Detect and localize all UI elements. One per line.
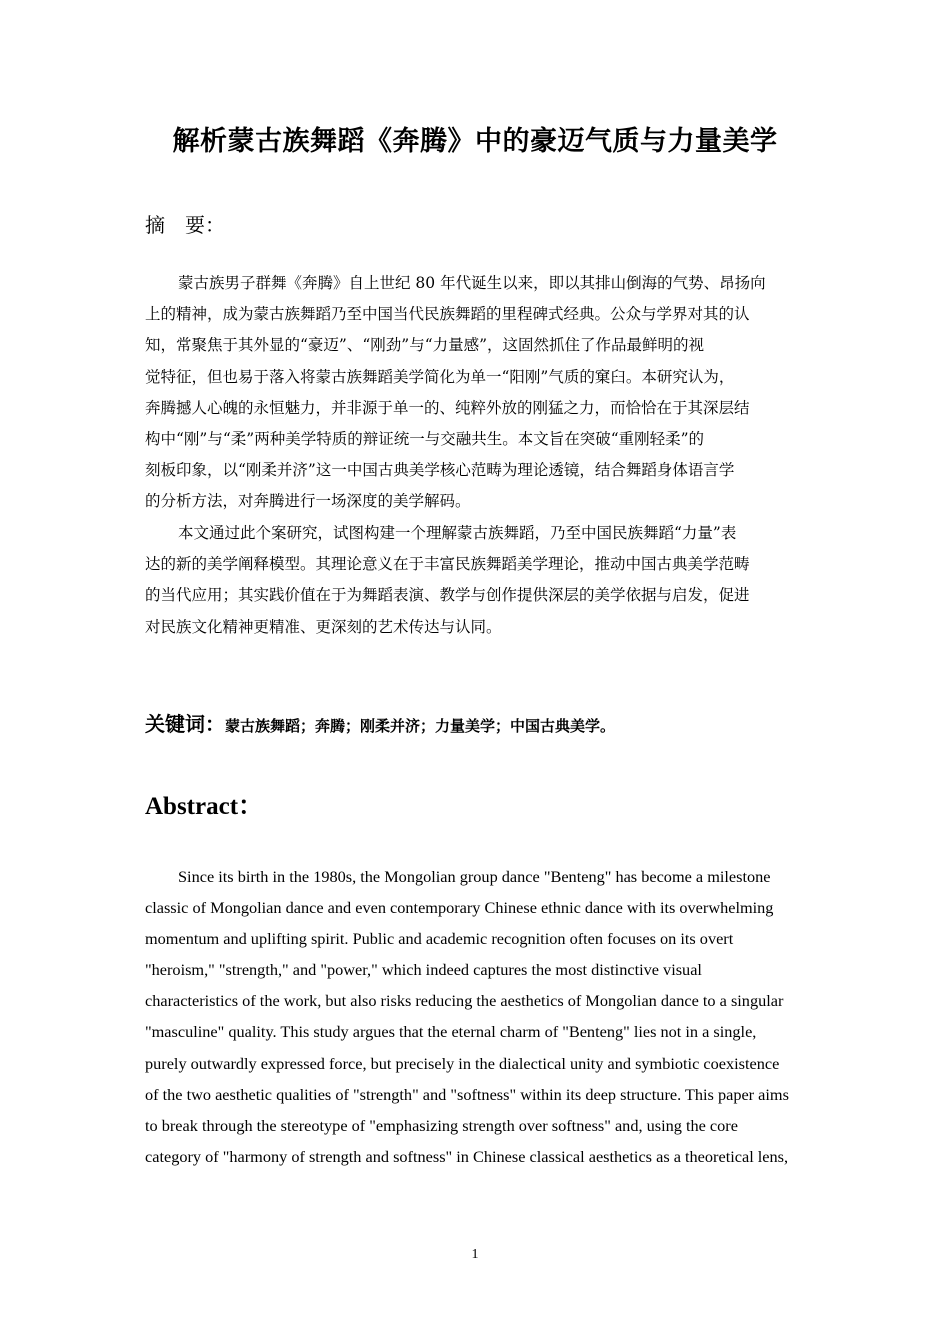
text-line: of the two aesthetic qualities of "strength" and "softness" within its deep structure. This paper aims <box>145 1084 789 1104</box>
text-line: 觉特征，但也易于落入将蒙古族舞蹈美学简化为单一“阳刚”气质的窠臼。本研究认为， <box>145 367 735 386</box>
text-line: 的当代应用；其实践价值在于为舞蹈表演、教学与创作提供深层的美学依据与启发，促进 <box>145 586 750 605</box>
text-line: characteristics of the work, but also risks reducing the aesthetics of Mongolian dance to a singular <box>145 991 784 1011</box>
text-line: Since its birth in the 1980s, the Mongolian group dance "Benteng" has become a milestone <box>178 867 771 886</box>
keywords-label: 关键词： <box>145 712 225 736</box>
text-line: purely outwardly expressed force, but precisely in the dialectical unity and symbiotic coexistence <box>145 1053 780 1073</box>
text-line: momentum and uplifting spirit. Public and academic recognition often focuses on its overt <box>145 929 734 949</box>
english-abstract-paragraph <box>145 861 815 1172</box>
text-line: 构中“刚”与“柔”两种美学特质的辩证统一与交融共生。本文旨在突破“重刚轻柔”的 <box>145 429 705 448</box>
english-abstract-heading: Abstract： <box>145 793 264 820</box>
text-line: category of "harmony of strength and softness" in Chinese classical aesthetics as a theoretical lens, <box>145 1146 789 1166</box>
text-line: 达的新的美学阐释模型。其理论意义在于丰富民族舞蹈美学理论，推动中国古典美学范畴 <box>145 555 750 574</box>
chinese-abstract-heading: 摘 要： <box>145 213 225 237</box>
keywords-section <box>145 708 615 737</box>
chinese-abstract-paragraph-1 <box>145 268 809 518</box>
chinese-abstract-paragraph-2 <box>145 518 809 643</box>
text-line: 知，常聚焦于其外显的“豪迈”、“刚劲”与“力量感”，这固然抓住了作品最鲜明的视 <box>145 336 705 355</box>
page-number: 1 <box>471 1247 479 1262</box>
text-line: 蒙古族男子群舞《奔腾》自上世纪 80 年代诞生以来，即以其排山倒海的气势、昂扬向 <box>178 274 766 292</box>
text-line: 本文通过此个案研究，试图构建一个理解蒙古族舞蹈，乃至中国民族舞蹈“力量”表 <box>178 524 737 542</box>
text-line: 的分析方法，对奔腾进行一场深度的美学解码。 <box>145 492 471 511</box>
text-line: 对民族文化精神更精准、更深刻的艺术传达与认同。 <box>145 617 502 636</box>
text-line: 刻板印象，以“刚柔并济”这一中国古典美学核心范畴为理论透镜，结合舞蹈身体语言学 <box>145 461 735 480</box>
text-line: to break through the stereotype of "emphasizing strength over softness" and, using the core <box>145 1115 738 1135</box>
text-line: 奔腾撼人心魄的永恒魅力，并非源于单一的、纯粹外放的刚猛之力，而恰恰在于其深层结 <box>145 398 750 417</box>
document-title: 解析蒙古族舞蹈《奔腾》中的豪迈气质与力量美学 <box>172 126 778 157</box>
text-line: classic of Mongolian dance and even contemporary Chinese ethnic dance with its overwhelming <box>145 898 774 918</box>
text-line: "heroism," "strength," and "power," which indeed captures the most distinctive visual <box>145 960 702 980</box>
text-line: 上的精神，成为蒙古族舞蹈乃至中国当代民族舞蹈的里程碑式经典。公众与学界对其的认 <box>145 305 750 324</box>
keywords-text: 蒙古族舞蹈；奔腾；刚柔并济；力量美学；中国古典美学。 <box>225 717 616 735</box>
text-line: "masculine" quality. This study argues that the eternal charm of "Benteng" lies not in a single, <box>145 1022 757 1042</box>
